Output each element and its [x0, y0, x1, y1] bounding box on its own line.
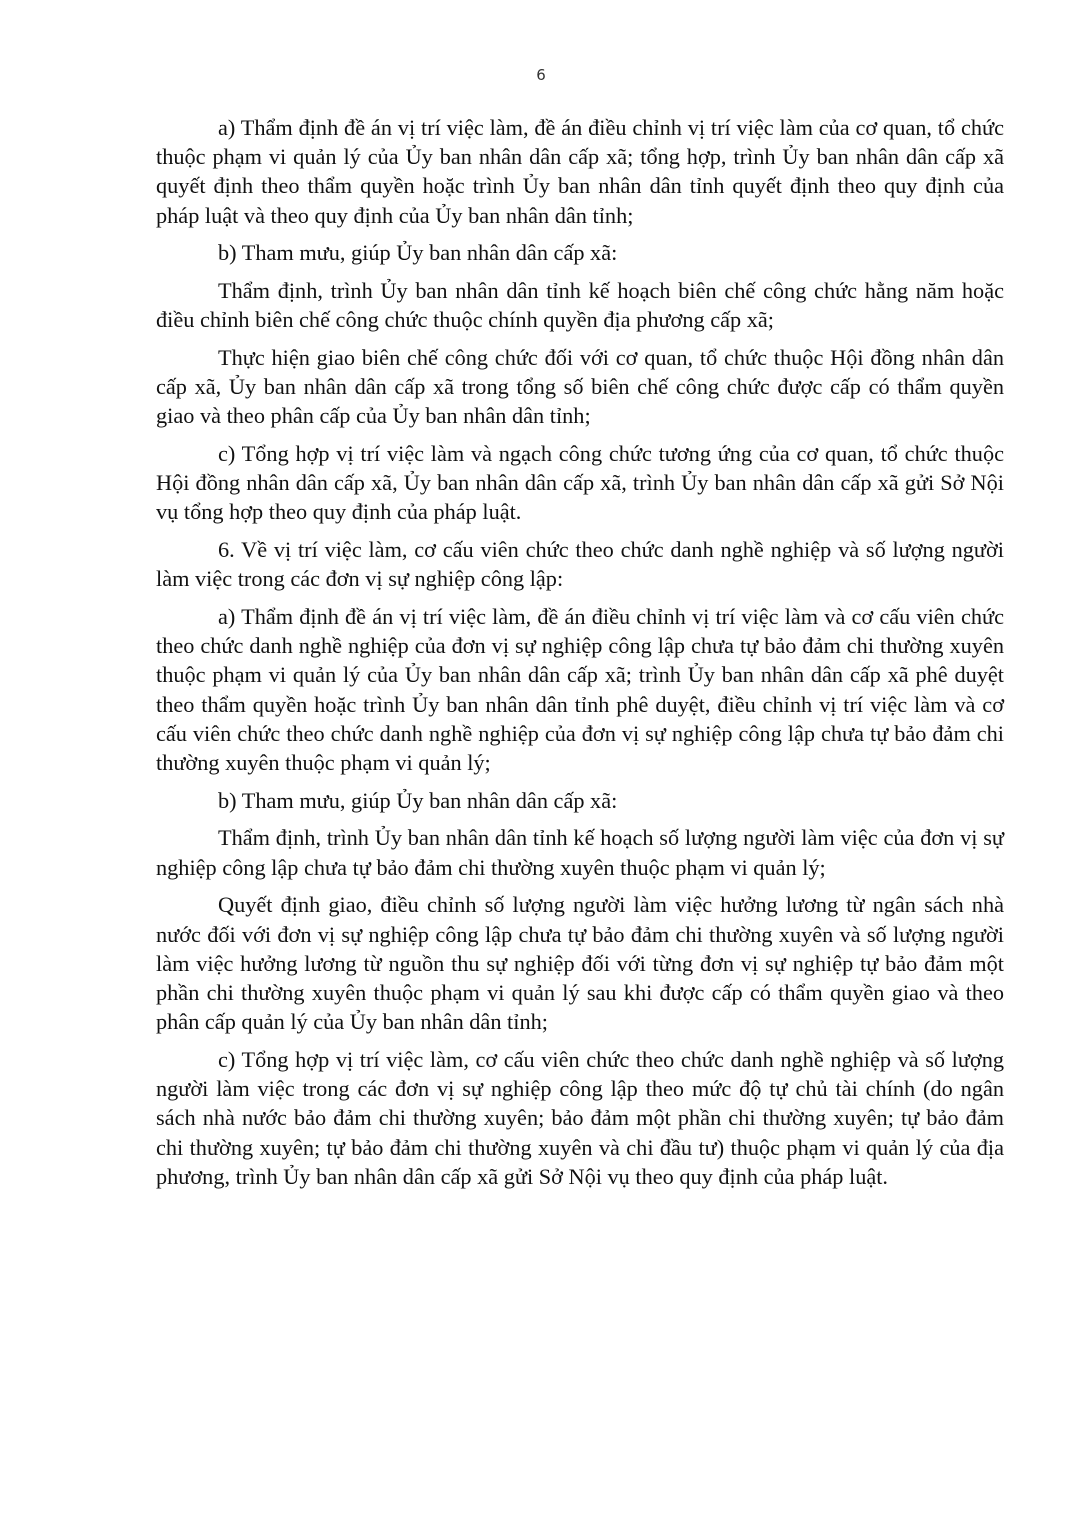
document-body [156, 113, 1004, 1199]
paragraph-6b-item-2: Quyết định giao, điều chỉnh số lượng người làm việc hưởng lương từ ngân sách nhà nước đối với đơn vị sự nghiệp công lập chưa tự bảo đảm chi thường xuyên và số lượng người làm việc hưởng lương từ nguồn thu sự nghiệp đối với từng đơn vị sự nghiệp tự bảo đảm một phần chi thường xuyên thuộc phạm vi quản lý sau khi được cấp có thẩm quyền giao và theo phân cấp quản lý của Ủy ban nhân dân tỉnh; [156, 892, 1004, 1035]
paragraph-6c: c) Tổng hợp vị trí việc làm, cơ cấu viên chức theo chức danh nghề nghiệp và số lượng người làm việc trong các đơn vị sự nghiệp công lập theo mức độ tự chủ tài chính (do ngân sách nhà nước bảo đảm chi thường xuyên; bảo đảm một phần chi thường xuyên; tự bảo đảm chi thường xuyên; tự bảo đảm chi thường xuyên và chi đầu tư) thuộc phạm vi quản lý của địa phương, trình Ủy ban nhân dân cấp xã gửi Sở Nội vụ theo quy định của pháp luật. [156, 1046, 1004, 1189]
paragraph-5c: c) Tổng hợp vị trí việc làm và ngạch công chức tương ứng của cơ quan, tổ chức thuộc Hội đồng nhân dân cấp xã, Ủy ban nhân dân cấp xã, trình Ủy ban nhân dân cấp xã gửi Sở Nội vụ tổng hợp theo quy định của pháp luật. [156, 441, 1004, 525]
paragraph-6a: a) Thẩm định đề án vị trí việc làm, đề án điều chỉnh vị trí việc làm và cơ cấu viên chức theo chức danh nghề nghiệp của đơn vị sự nghiệp công lập chưa tự bảo đảm chi thường xuyên thuộc phạm vi quản lý của Ủy ban nhân dân cấp xã; trình Ủy ban nhân dân cấp xã phê duyệt theo thẩm quyền hoặc trình Ủy ban nhân dân tỉnh phê duyệt, điều chỉnh vị trí việc làm và cơ cấu viên chức theo chức danh nghề nghiệp của đơn vị sự nghiệp công lập chưa tự bảo đảm chi thường xuyên thuộc phạm vi quản lý; [156, 604, 1004, 776]
page-number: 6 [536, 66, 546, 84]
paragraph-6b-item-1: Thẩm định, trình Ủy ban nhân dân tỉnh kế hoạch số lượng người làm việc của đơn vị sự nghiệp công lập chưa tự bảo đảm chi thường xuyên thuộc phạm vi quản lý; [156, 825, 1004, 880]
paragraph-5b: b) Tham mưu, giúp Ủy ban nhân dân cấp xã: [218, 240, 618, 266]
paragraph-6b: b) Tham mưu, giúp Ủy ban nhân dân cấp xã: [218, 787, 618, 813]
paragraph-5a: a) Thẩm định đề án vị trí việc làm, đề án điều chỉnh vị trí việc làm của cơ quan, tổ chức thuộc phạm vi quản lý của Ủy ban nhân dân cấp xã; tổng hợp, trình Ủy ban nhân dân cấp xã quyết định theo thẩm quyền hoặc trình Ủy ban nhân dân tỉnh quyết định theo quy định của pháp luật và theo quy định của Ủy ban nhân dân tỉnh; [156, 115, 1004, 228]
paragraph-5b-item-2: Thực hiện giao biên chế công chức đối với cơ quan, tổ chức thuộc Hội đồng nhân dân cấp xã, Ủy ban nhân dân cấp xã trong tổng số biên chế công chức được cấp có thẩm quyền giao và theo phân cấp của Ủy ban nhân dân tỉnh; [156, 344, 1004, 429]
section-6-heading: 6. Về vị trí việc làm, cơ cấu viên chức theo chức danh nghề nghiệp và số lượng người làm việc trong các đơn vị sự nghiệp công lập: [156, 537, 1004, 592]
paragraph-5b-item-1: Thẩm định, trình Ủy ban nhân dân tỉnh kế hoạch biên chế công chức hằng năm hoặc điều chỉnh biên chế công chức thuộc chính quyền địa phương cấp xã; [156, 278, 1004, 333]
